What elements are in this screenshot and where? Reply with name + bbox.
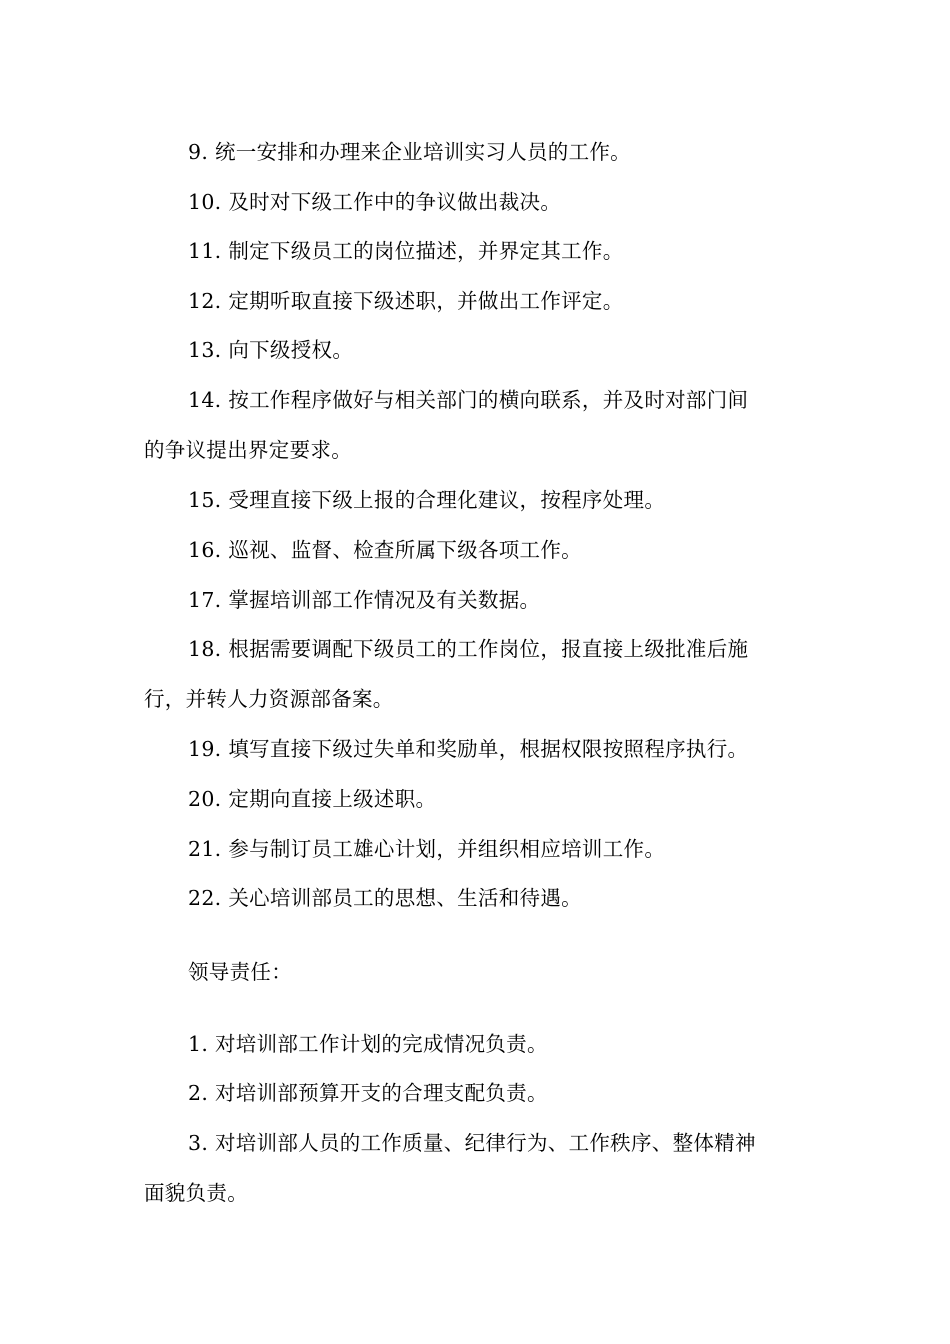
duty-item-14-continuation: 的争议提出界定要求。 <box>144 438 352 462</box>
duty-item-19: 19. 填写直接下级过失单和奖励单，根据权限按照程序执行。 <box>188 737 749 761</box>
duty-item-16: 16. 巡视、监督、检查所属下级各项工作。 <box>188 538 582 562</box>
responsibility-item-1: 1. 对培训部工作计划的完成情况负责。 <box>188 1032 548 1056</box>
duty-item-17: 17. 掌握培训部工作情况及有关数据。 <box>188 588 541 612</box>
duty-item-21: 21. 参与制订员工雄心计划，并组织相应培训工作。 <box>188 837 666 861</box>
duty-item-14: 14. 按工作程序做好与相关部门的横向联系，并及时对部门间 <box>188 388 749 412</box>
duty-item-15: 15. 受理直接下级上报的合理化建议，按程序处理。 <box>188 488 666 512</box>
responsibility-item-3-continuation: 面貌负责。 <box>144 1181 248 1205</box>
duty-item-20: 20. 定期向直接上级述职。 <box>188 787 437 811</box>
duty-item-22: 22. 关心培训部员工的思想、生活和待遇。 <box>188 886 582 910</box>
responsibility-item-3: 3. 对培训部人员的工作质量、纪律行为、工作秩序、整体精神 <box>188 1131 756 1155</box>
duty-item-10: 10. 及时对下级工作中的争议做出裁决。 <box>188 190 562 214</box>
duty-item-18-continuation: 行，并转人力资源部备案。 <box>144 687 394 711</box>
duty-item-18: 18. 根据需要调配下级员工的工作岗位，报直接上级批准后施 <box>188 637 749 661</box>
duty-item-9: 9. 统一安排和办理来企业培训实习人员的工作。 <box>188 140 631 164</box>
responsibility-item-2: 2. 对培训部预算开支的合理支配负责。 <box>188 1081 548 1105</box>
section-heading: 领导责任： <box>188 960 292 984</box>
duty-item-12: 12. 定期听取直接下级述职，并做出工作评定。 <box>188 289 624 313</box>
duty-item-11: 11. 制定下级员工的岗位描述，并界定其工作。 <box>188 239 624 263</box>
duty-item-13: 13. 向下级授权。 <box>188 338 354 362</box>
